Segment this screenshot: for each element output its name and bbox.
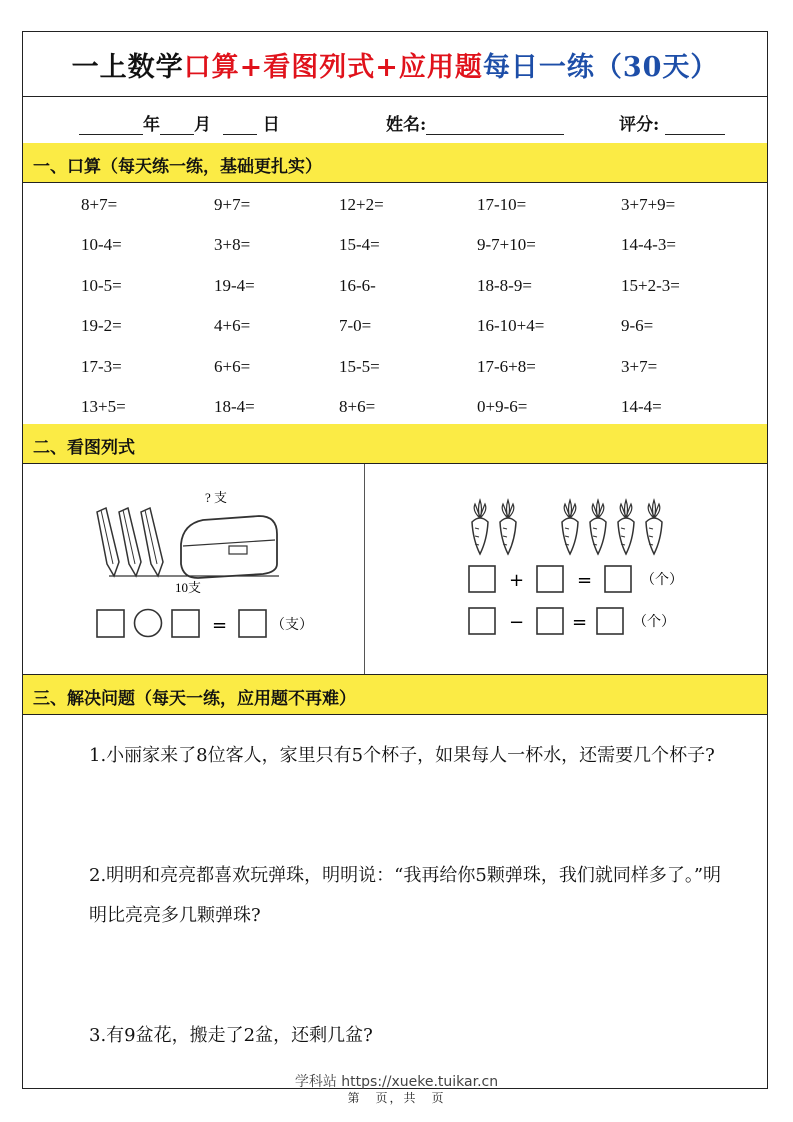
site-footer: 学科站 https://xueke.tuikar.cn [294,1074,499,1090]
pencil-icon [97,508,119,576]
math-item: 3+7= [621,357,658,376]
worksheet [22,31,768,1089]
math-item: 12+2= [339,195,384,214]
date-field[interactable]: 年 月 日 [79,110,280,135]
carrot-picture [365,464,767,674]
section1-heading: 一、口算（每天练一练，基础更扎实） [23,143,767,183]
math-item: 19-2= [81,316,122,335]
answer-box[interactable] [605,566,631,592]
unit-label: （个） [633,615,675,630]
math-item: 13+5= [81,397,126,416]
math-item: 18-8-9= [477,276,532,295]
math-item: 16-6- [339,276,376,295]
carrot-icon [646,500,662,554]
svg-text:=: = [212,615,228,636]
math-item: 8+6= [339,397,376,416]
math-item: 9-6= [621,316,654,335]
math-item: 17-10= [477,195,527,214]
math-item: 10-4= [81,235,122,254]
total-label: 10支 [175,580,202,595]
info-row [23,96,767,144]
svg-text:=: = [572,612,588,633]
math-item: 17-6+8= [477,357,536,376]
math-item: 14-4= [621,397,662,416]
math-item: 15-5= [339,357,380,376]
math-item: 9-7+10= [477,235,536,254]
math-item: 8+7= [81,195,118,214]
answer-box[interactable] [537,566,563,592]
math-item: 3+8= [214,235,251,254]
carrot-icon [562,500,578,554]
math-item: 18-4= [214,397,255,416]
math-item: 7-0= [339,316,372,335]
answer-box[interactable] [239,610,266,637]
word-problem-2: 2.明明和亮亮都喜欢玩弹珠，明明说：“我再给你5颗弹珠，我们就同样多了。”明明比亮亮多几颗弹珠? [89,865,722,926]
section2-heading: 二、看图列式 [23,424,767,464]
word-problem-1: 1.小丽家来了8位客人，家里只有5个杯子，如果每人一杯水，还需要几个杯子? [89,745,715,766]
math-item: 9+7= [214,195,251,214]
pencil-case-icon [181,516,277,578]
math-item: 6+6= [214,357,251,376]
picture-equations [23,464,767,675]
math-item: 0+9-6= [477,397,528,416]
pencil-icon [141,508,163,576]
carrot-icon [500,500,516,554]
math-item: 19-4= [214,276,255,295]
answer-box[interactable] [469,566,495,592]
pencil-picture [23,464,363,674]
page-footer: 第 页，共 页 [347,1091,446,1105]
name-field[interactable]: 姓名: [386,110,564,135]
math-item: 10-5= [81,276,122,295]
word-problem-3: 3.有9盆花，搬走了2盆，还剩几盆? [89,1025,373,1046]
worksheet-title: 一上数学 口算+看图列式+应用题 每日一练（30天） [23,32,767,97]
answer-box[interactable] [597,608,623,634]
operator-circle[interactable] [135,610,162,637]
unit-label: （支） [271,618,313,633]
math-item: 3+7+9= [621,195,676,214]
svg-text:+: + [509,570,525,591]
carrot-icon [618,500,634,554]
answer-box[interactable] [469,608,495,634]
answer-box[interactable] [172,610,199,637]
svg-text:=: = [577,570,593,591]
math-item: 15-4= [339,235,380,254]
math-item: 15+2-3= [621,276,680,295]
answer-box[interactable] [97,610,124,637]
math-item: 17-3= [81,357,122,376]
carrot-icon [472,500,488,554]
math-item: 14-4-3= [621,235,676,254]
svg-text:−: − [509,612,525,633]
unit-label: （个） [641,573,683,588]
pencil-icon [119,508,141,576]
math-item: 4+6= [214,316,251,335]
question-label: ? 支 [205,490,228,505]
score-field[interactable]: 评分: [619,110,725,135]
answer-box[interactable] [537,608,563,634]
section3-heading: 三、解决问题（每天一练，应用题不再难） [23,675,767,715]
carrot-icon [590,500,606,554]
math-item: 16-10+4= [477,316,545,335]
